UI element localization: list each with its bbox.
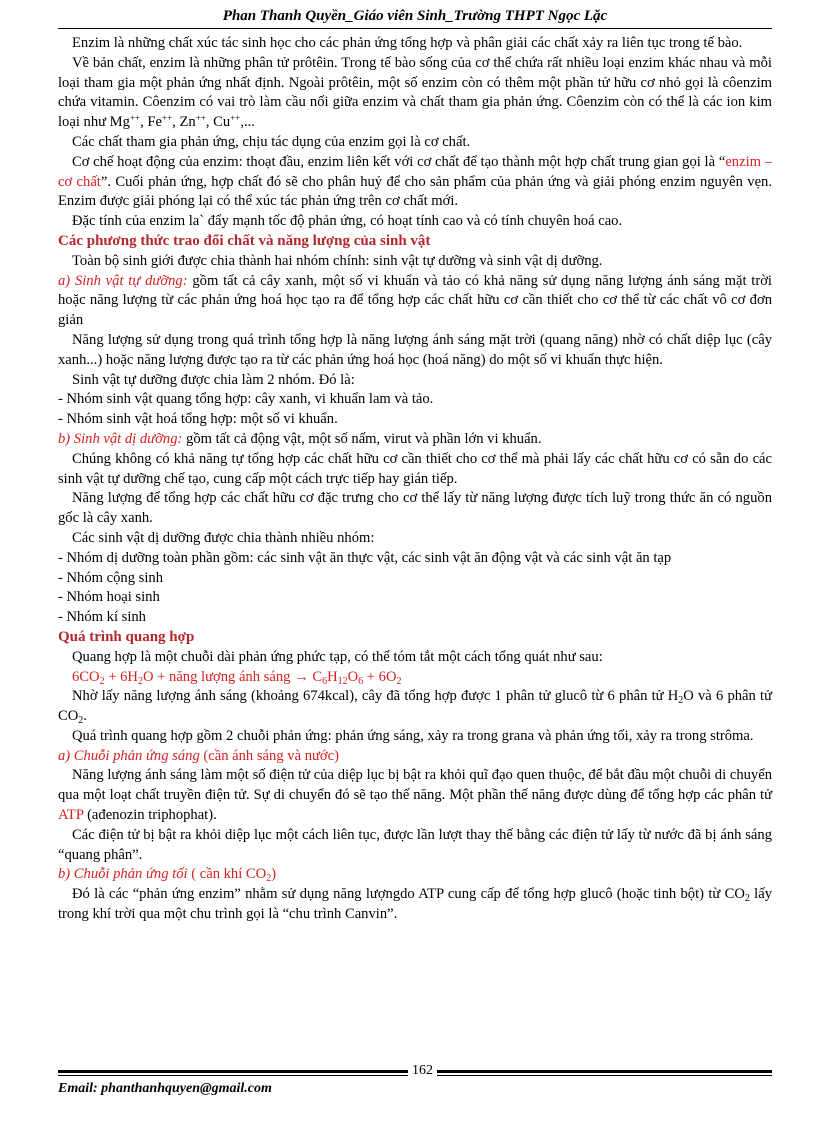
paragraph-two-chains: Quá trình quang hợp gồm 2 chuỗi phản ứng: phản ứng sáng, xảy ra trong grana và phản ứng tối, xảy ra trong strôma. [72,727,754,744]
paragraph-heterotroph-energy: Năng lượng để tổng hợp các chất hữu cơ đặc trưng cho cơ thể lấy từ năng lượng được tích luỹ trong thức ăn có nguồn gốc là cây xanh. [58,490,772,527]
section-heading-photosynthesis: Quá trình quang hợp [58,628,195,645]
atp-term: ATP [58,807,84,824]
paragraph-mechanism: Cơ chế hoạt động của enzim: thoạt đầu, enzim liên kết với cơ chất để tạo thành một hợp chất trung gian gọi là “enzim – cơ chất”. Cuối phản ứng, hợp chất đó sẽ cho phân huỷ để cho sản phẩm của phản ứng và giải phóng enzim nguyên vẹn. Enzim được giải phóng lại có thể xúc tác phản ứng trên cơ chất mới. [58,153,772,210]
list-item: - Nhóm kí sinh [58,609,146,626]
paragraph-light-reaction-heading: a) Chuỗi phản ứng sáng (cần ánh sáng và nước) [58,747,339,764]
paragraph-light-reaction: Năng lượng ánh sáng làm một số điện tử của diệp lục bị bật ra khỏi quĩ đạo quen thuộc, để bắt đầu một chuỗi di chuyển qua một loạt chất truyền điện tử. Sự di chuyển đó sẽ tạo thế năng. Một phần thế năng được dùng để tổng hợp các phân tử ATP (ađenozin triphophat). [58,767,772,824]
header-divider [58,28,772,29]
autotroph-label: a) Sinh vật tự dưỡng: [58,272,188,289]
paragraph-glucose-synthesis: Nhờ lấy năng lượng ánh sáng (khoảng 674kcal), cây đã tổng hợp được 1 phân tử glucô từ 6 phân tử $H_2O$ và 6 phân tử $CO_2$. [58,688,772,727]
section-heading-metabolism: Các phương thức trao đổi chất và năng lượng của sinh vật [58,232,431,249]
list-item: - Nhóm dị dưỡng toàn phần gồm: các sinh vật ăn thực vật, các sinh vật ăn động vật và các sinh vật ăn tạp [58,549,672,566]
document-body [58,34,772,925]
footer-email: Email: phanthanhquyen@gmail.com [58,1081,272,1096]
paragraph-autotroph-groups: Sinh vật tự dưỡng được chia làm 2 nhóm. Đó là: [72,371,355,388]
paragraph-heterotroph-groups: Các sinh vật dị dưỡng được chia thành nhiều nhóm: [72,529,375,546]
list-item: - Nhóm hoại sinh [58,589,160,606]
list-item: - Nhóm sinh vật hoá tổng hợp: một số vi khuẩn. [58,411,338,428]
paragraph-autotrophs: a) Sinh vật tự dưỡng: gồm tất cả cây xanh, một số vi khuẩn và tảo có khả năng sử dụng năng lượng ánh sáng mặt trời hoặc năng lượng từ các phản ứng hoá học tạo ra để tổng hợp các chất hữu cơ cần thiết cho cơ thể từ các chất vô cơ đơn giản [58,272,772,329]
paragraph-photolysis: Các điện tử bị bật ra khỏi diệp lục một cách liên tục, được lần lượt thay thế bằng các điện tử lấy từ nước đã bị ánh sáng “quang phân”. [58,826,772,863]
list-item: - Nhóm sinh vật quang tổng hợp: cây xanh, vi khuẩn lam và tảo. [58,391,434,408]
dark-reaction-label: b) Chuỗi phản ứng tối [58,866,188,883]
paragraph-calvin-cycle: Đó là các “phản ứng enzim” nhằm sử dụng năng lượngdo ATP cung cấp để tổng hợp glucô (hoặc tinh bột) từ $CO_2$ lấy trong khí trời qua một chu trình gọi là “chu trình Canvin”. [58,886,772,923]
list-item: - Nhóm cộng sinh [58,569,163,586]
paragraph-heterotrophs: b) Sinh vật dị dưỡng: gồm tất cả động vật, một số nấm, virut và phần lớn vi khuẩn. [58,430,542,447]
heterotroph-label: b) Sinh vật dị dưỡng: [58,430,183,447]
paragraph-substrate: Các chất tham gia phản ứng, chịu tác dụng của enzim gọi là cơ chất. [72,133,471,150]
paragraph-two-groups: Toàn bộ sinh giới được chia thành hai nhóm chính: sinh vật tự dưỡng và sinh vật dị dưỡng. [72,252,603,269]
paragraph-heterotroph-desc: Chúng không có khả năng tự tổng hợp các chất hữu cơ cần thiết cho cơ thể mà phải lấy các chất hữu cơ có sẵn do các sinh vật tự dưỡng chế tạo, cung cấp một cách trực tiếp hay gián tiếp. [58,450,772,487]
paragraph-photosynthesis-intro: Quang hợp là một chuỗi dài phản ứng phức tạp, có thể tóm tắt một cách tổng quát như sau: [72,648,603,665]
paragraph-enzyme-nature: Về bản chất, enzim là những phân tử prôtêin. Trong tế bào sống của cơ thể chứa rất nhiều loại enzim khác nhau và mỗi loại tham gia một phản ứng nhất định. Ngoài prôtêin, một số enzim còn có thêm một phần tử hữu cơ nhỏ gọi là côenzim chứa vitamin. Côenzim có vai trò làm cầu nối giữa enzim và chất tham gia phản ứng. Côenzim còn có thể là các ion kim loại như Mg++, Fe++, Zn++, Cu++,... [58,54,772,131]
page-number: 162 [408,1063,437,1079]
paragraph-dark-reaction-heading: b) Chuỗi phản ứng tối ( cần khí $CO_2$) [58,866,277,885]
enzyme-substrate-term: enzim – cơ chất [58,153,772,190]
light-reaction-label: a) Chuỗi phản ứng sáng [58,747,200,764]
page-header: Phan Thanh Quyền_Giáo viên Sinh_Trường THPT Ngọc Lặc [222,8,608,24]
photosynthesis-equation: $6CO_2 + 6H_2O$ + năng lượng ánh sáng → $C_6H_{12}O_6 + 6O_2$ [72,668,402,687]
paragraph-properties: Đặc tính của enzim la` đẩy mạnh tốc độ phản ứng, có hoạt tính cao và có tính chuyên hoá cao. [72,213,623,230]
paragraph-enzyme-definition: Enzim là những chất xúc tác sinh học cho các phản ứng tổng hợp và phân giải các chất xảy ra liên tục trong tế bào. [72,35,743,51]
paragraph-energy-source: Năng lượng sử dụng trong quá trình tổng hợp là năng lượng ánh sáng mặt trời (quang năng) nhờ có chất diệp lục (cây xanh...) hoặc năng lượng được tạo ra từ các phản ứng hoá học (hoá năng) do một số vi khuẩn thực hiện. [58,331,772,368]
